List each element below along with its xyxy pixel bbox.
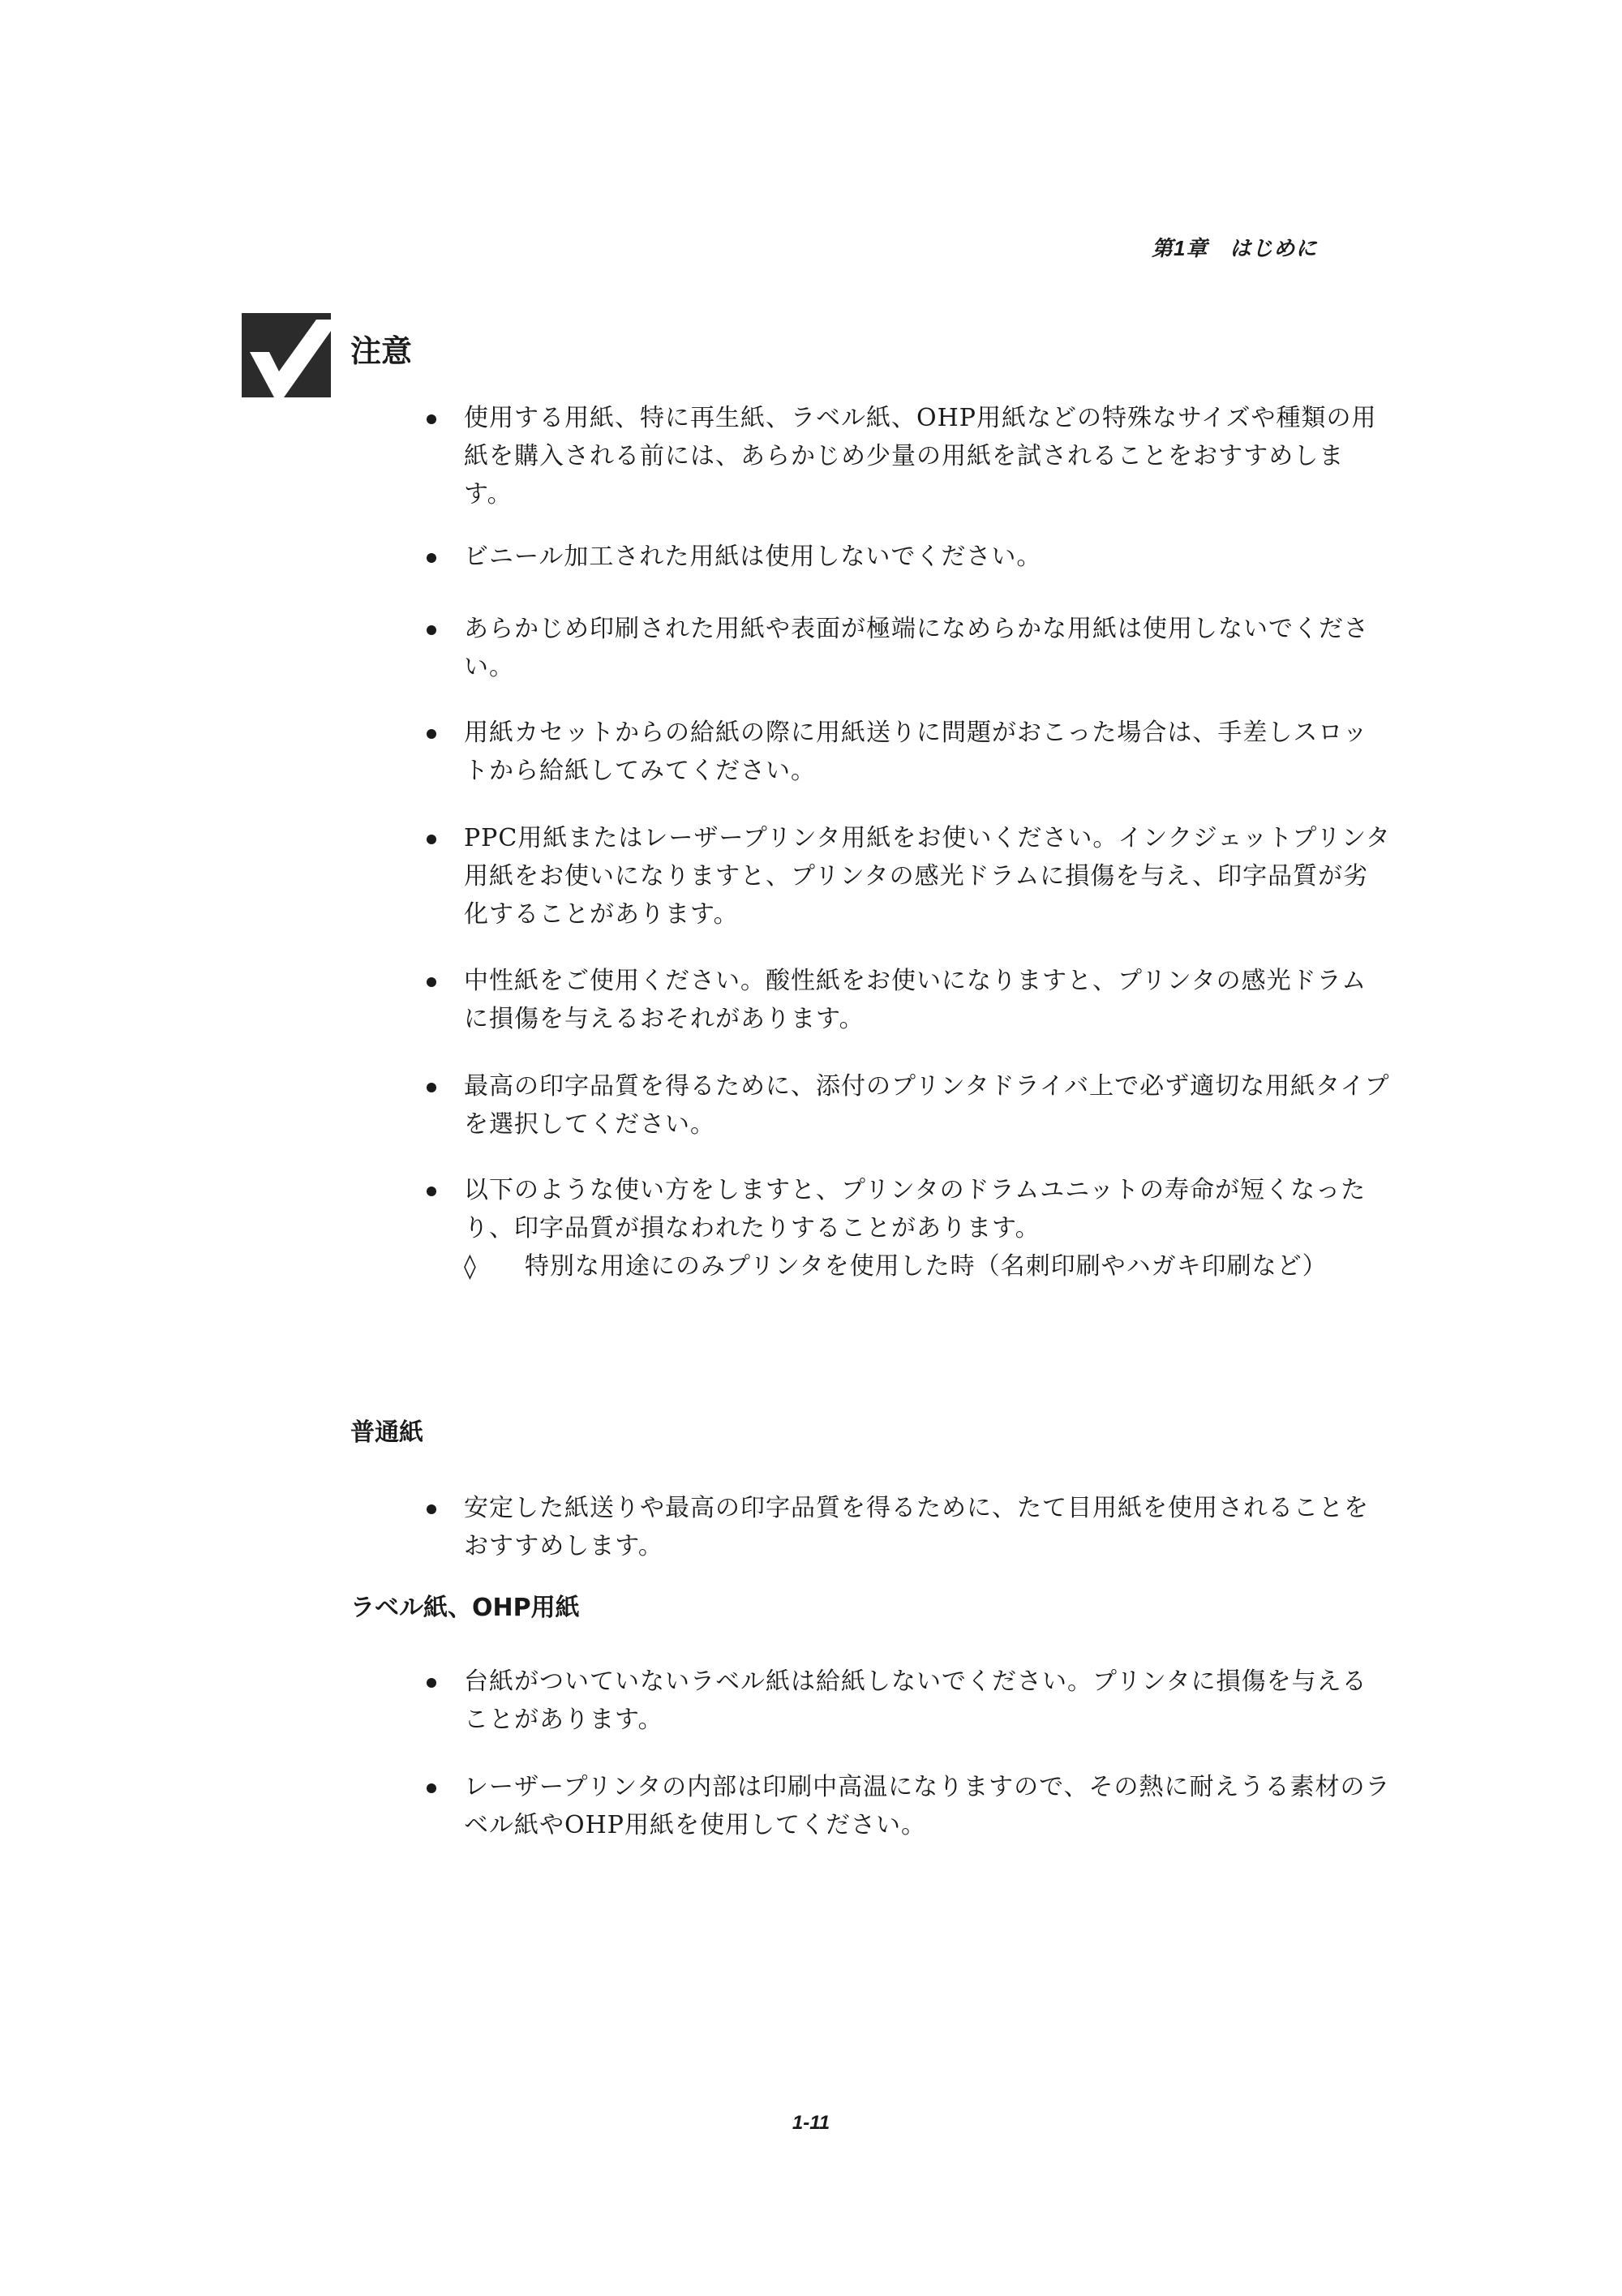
page-number: 1-11 (792, 2112, 830, 2134)
notice-list (422, 1067, 1391, 1144)
bullet-icon (427, 835, 436, 844)
chapter-header: 第1章 はじめに (1152, 236, 1318, 260)
list-item: PPC用紙またはレーザープリンタ用紙をお使いください。インクジェットプリンタ用紙をお使いになりますと、プリンタの感光ドラムに損傷を与え、印字品質が劣化することがあります。 (422, 819, 1391, 933)
bullet-icon (427, 1678, 436, 1688)
section-heading-label-ohp: ラベル紙、OHP用紙 (350, 1594, 580, 1622)
notice-list (422, 962, 1391, 1038)
bullet-icon (427, 977, 436, 987)
bullet-icon (427, 414, 436, 424)
bullet-icon (427, 553, 436, 563)
section-heading-plain-paper: 普通紙 (350, 1418, 423, 1447)
notice-list (422, 1171, 1391, 1285)
bullet-icon (427, 625, 436, 635)
list-item: 以下のような使い方をしますと、プリンタのドラムユニットの寿命が短くなったり、印字品質が損なわれたりすることがあります。 ◊ 特別な用途にのみプリンタを使用した時（名刺印刷やハガキ印刷など） (422, 1171, 1391, 1285)
plain-paper-list (422, 1489, 1391, 1565)
list-item: 中性紙をご使用ください。酸性紙をお使いになりますと、プリンタの感光ドラムに損傷を与えるおそれがあります。 (422, 962, 1391, 1038)
notice-list (422, 610, 1391, 686)
notice-list (422, 538, 1391, 576)
list-item: ビニール加工された用紙は使用しないでください。 (422, 538, 1391, 576)
list-item: 安定した紙送りや最高の印字品質を得るために、たて目用紙を使用されることをおすすめします。 (422, 1489, 1391, 1565)
notice-list (422, 399, 1391, 513)
bullet-icon (427, 1187, 436, 1196)
sub-list-item: ◊ 特別な用途にのみプリンタを使用した時（名刺印刷やハガキ印刷など） (464, 1247, 1391, 1285)
list-item: 最高の印字品質を得るために、添付のプリンタドライバ上で必ず適切な用紙タイプを選択してください。 (422, 1067, 1391, 1144)
label-ohp-list (422, 1768, 1391, 1844)
bullet-icon (427, 1083, 436, 1092)
list-item: レーザープリンタの内部は印刷中高温になりますので、その熱に耐えうる素材のラベル紙やOHP用紙を使用してください。 (422, 1768, 1391, 1844)
bullet-icon (427, 1504, 436, 1514)
notice-title: 注意 (350, 333, 413, 369)
label-ohp-list (422, 1663, 1391, 1739)
list-item: 用紙カセットからの給紙の際に用紙送りに問題がおこった場合は、手差しスロットから給紙してみてください。 (422, 714, 1391, 790)
list-item: 使用する用紙、特に再生紙、ラベル紙、OHP用紙などの特殊なサイズや種類の用紙を購入される前には、あらかじめ少量の用紙を試されることをおすすめします。 (422, 399, 1391, 513)
diamond-icon: ◊ (464, 1252, 477, 1281)
notice-list (422, 819, 1391, 933)
checkmark-icon (242, 313, 331, 397)
list-item: あらかじめ印刷された用紙や表面が極端になめらかな用紙は使用しないでください。 (422, 610, 1391, 686)
notice-list (422, 714, 1391, 790)
bullet-icon (427, 729, 436, 739)
bullet-icon (427, 1783, 436, 1793)
list-item: 台紙がついていないラベル紙は給紙しないでください。プリンタに損傷を与えることがあります。 (422, 1663, 1391, 1739)
